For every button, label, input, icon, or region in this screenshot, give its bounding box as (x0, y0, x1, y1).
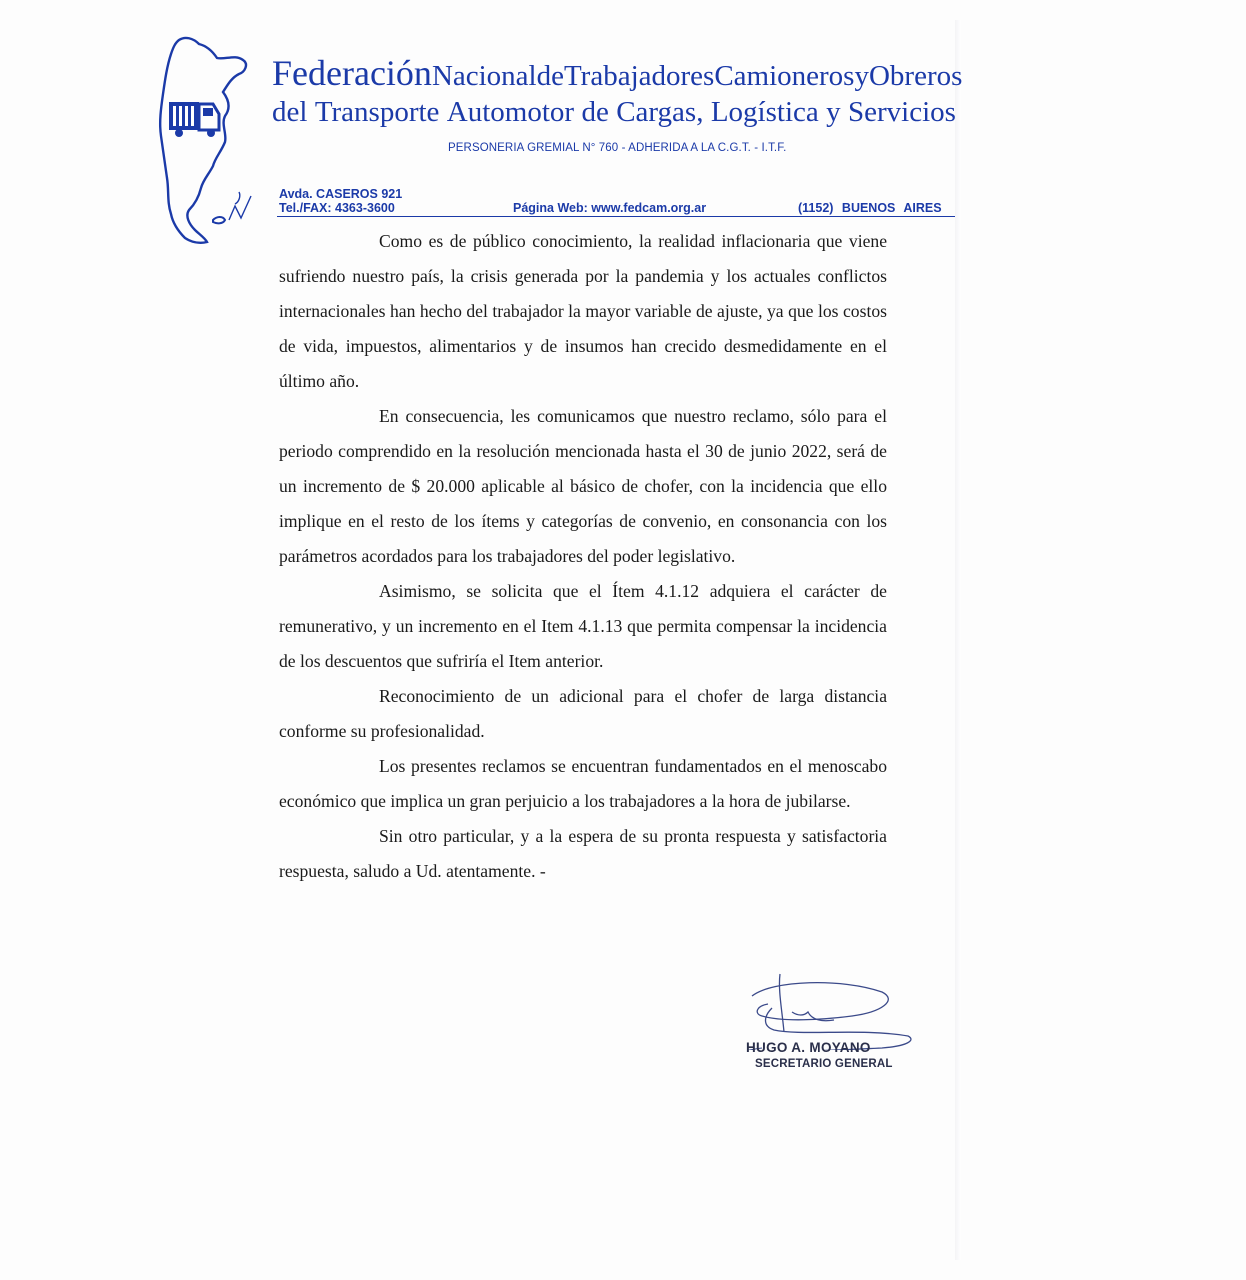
letterhead-city: (1152) BUENOS AIRES (798, 201, 942, 215)
body-paragraph: Sin otro particular, y a la espera de su pronta respuesta y satisfactoria respuesta, saludo a Ud. atentamente. - (279, 826, 887, 881)
title-word: de (536, 60, 564, 92)
letterhead-divider (277, 216, 955, 217)
letter-body (279, 224, 887, 889)
argentina-map-logo-icon (155, 34, 255, 249)
letterhead-website: Página Web: www.fedcam.org.ar (513, 201, 707, 215)
body-paragraph: Reconocimiento de un adicional para el chofer de larga distancia conforme su profesionalidad. (279, 686, 887, 741)
signatory-role: SECRETARIO GENERAL (755, 1058, 893, 1070)
truck-icon (169, 102, 219, 137)
letterhead-address: Avda. CASEROS 921 (279, 187, 403, 201)
title-word: de (581, 96, 609, 128)
handwritten-signature (712, 970, 922, 1050)
title-word: Logística (710, 96, 819, 128)
title-word: Obreros (868, 60, 963, 92)
signatory-name: HUGO A. MOYANO (746, 1040, 871, 1055)
body-paragraph: Los presentes reclamos se encuentran fundamentados en el menoscabo económico que implica un gran perjuicio a los trabajadores a la hora de jubilarse. (279, 756, 887, 811)
title-word: Federación (272, 53, 432, 93)
title-word: del (272, 96, 308, 128)
title-word: Transporte (314, 96, 440, 128)
title-word: Camioneros (714, 60, 855, 92)
title-word: Nacional (431, 60, 537, 92)
letterhead-phone: Tel./FAX: 4363-3600 (279, 201, 395, 215)
title-word: y (826, 96, 841, 128)
title-word: Trabajadores (563, 60, 715, 92)
body-paragraph: Asimismo, se solicita que el Ítem 4.1.12 adquiera el carácter de remunerativo, y un incremento en el Item 4.1.13 que permita compensar la incidencia de los descuentos que sufriría el Item anterior. (279, 581, 887, 671)
title-word: y (854, 60, 869, 92)
title-word: Servicios (848, 96, 956, 128)
body-paragraph: Como es de público conocimiento, la realidad inflacionaria que viene sufriendo nuestro país, la crisis generada por la pandemia y los actuales conflictos internacionales han hecho del trabajador la mayor variable de ajuste, ya que los costos de vida, impuestos, alimentarios y de insumos han crecido desmedidamente en el último año. (279, 231, 887, 391)
title-word: Automotor (446, 96, 575, 128)
letterhead-title-line2 (272, 96, 956, 129)
body-paragraph: En consecuencia, les comunicamos que nuestro reclamo, sólo para el periodo comprendido en la resolución mencionada hasta el 30 de junio 2022, será de un incremento de $ 20.000 aplicable al básico de chofer, con la incidencia que ello implique en el resto de los ítems y categorías de convenio, en consonancia con los parámetros acordados para los trabajadores del poder legislativo. (279, 406, 887, 566)
letterhead-title-line1 (272, 52, 963, 94)
title-word: Cargas, (616, 96, 704, 128)
page-edge (955, 20, 961, 1260)
letterhead-subtitle: PERSONERIA GREMIAL N° 760 - ADHERIDA A LA C.G.T. - I.T.F. (448, 142, 787, 154)
